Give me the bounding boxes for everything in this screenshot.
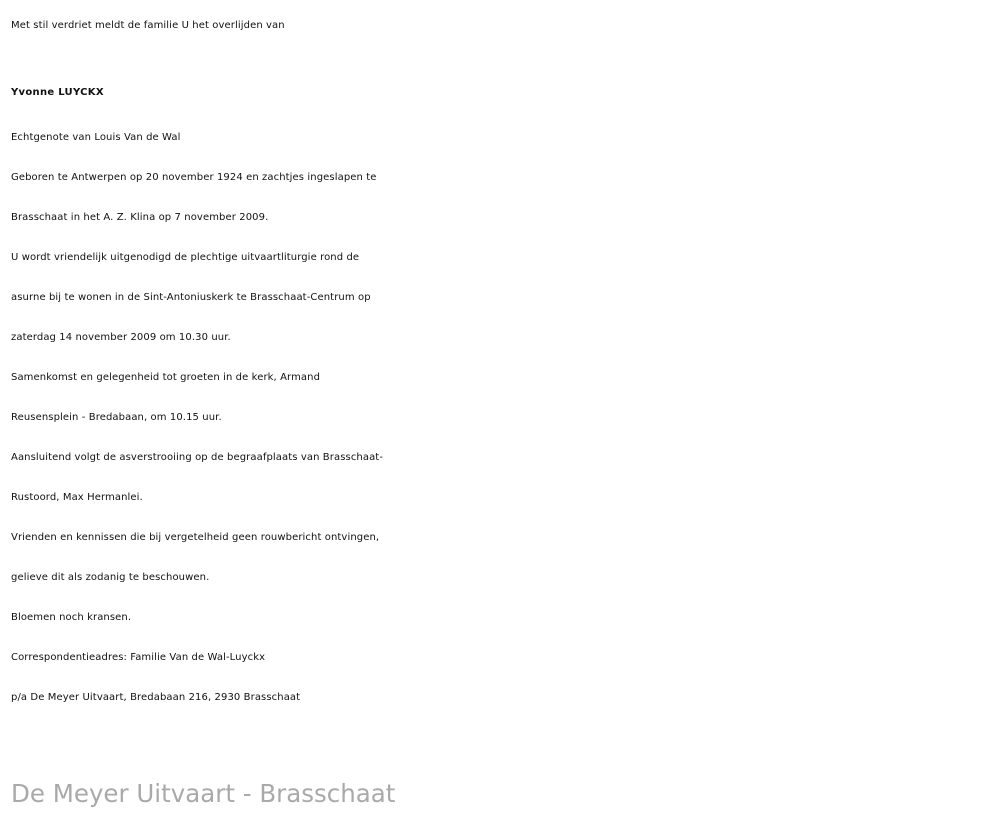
spouse-line: Echtgenote van Louis Van de Wal	[11, 132, 181, 143]
service-date-line: zaterdag 14 november 2009 om 10.30 uur.	[11, 332, 231, 343]
flowers-line: Bloemen noch kransen.	[11, 612, 132, 623]
notice-line: Vrienden en kennissen die bij vergetelheid geen rouwbericht ontvingen,	[11, 532, 380, 543]
funeral-home-footer: De Meyer Uitvaart - Brasschaat	[11, 779, 396, 808]
birth-line: Geboren te Antwerpen op 20 november 1924 en zachtjes ingeslapen te	[11, 172, 377, 183]
scattering-line: Aansluitend volgt de asverstrooiing op de begraafplaats van Brasschaat-	[11, 452, 384, 463]
invitation-line: U wordt vriendelijk uitgenodigd de plechtige uitvaartliturgie rond de	[11, 252, 360, 263]
gathering-line: Reusensplein - Bredabaan, om 10.15 uur.	[11, 412, 222, 423]
deceased-name: Yvonne LUYCKX	[11, 87, 104, 98]
death-notice	[11, 8, 991, 718]
invitation-line: asurne bij te wonen in de Sint-Antoniuskerk te Brasschaat-Centrum op	[11, 292, 371, 303]
correspondence-address-line: p/a De Meyer Uitvaart, Bredabaan 216, 2930 Brasschaat	[11, 692, 301, 703]
notice-line: gelieve dit als zodanig te beschouwen.	[11, 572, 210, 583]
notice-body	[11, 118, 991, 718]
scattering-line: Rustoord, Max Hermanlei.	[11, 492, 143, 503]
correspondence-line: Correspondentieadres: Familie Van de Wal-Luyckx	[11, 652, 266, 663]
intro-text: Met stil verdriet meldt de familie U het overlijden van	[11, 20, 285, 31]
gathering-line: Samenkomst en gelegenheid tot groeten in de kerk, Armand	[11, 372, 321, 383]
death-line: Brasschaat in het A. Z. Klina op 7 november 2009.	[11, 212, 269, 223]
